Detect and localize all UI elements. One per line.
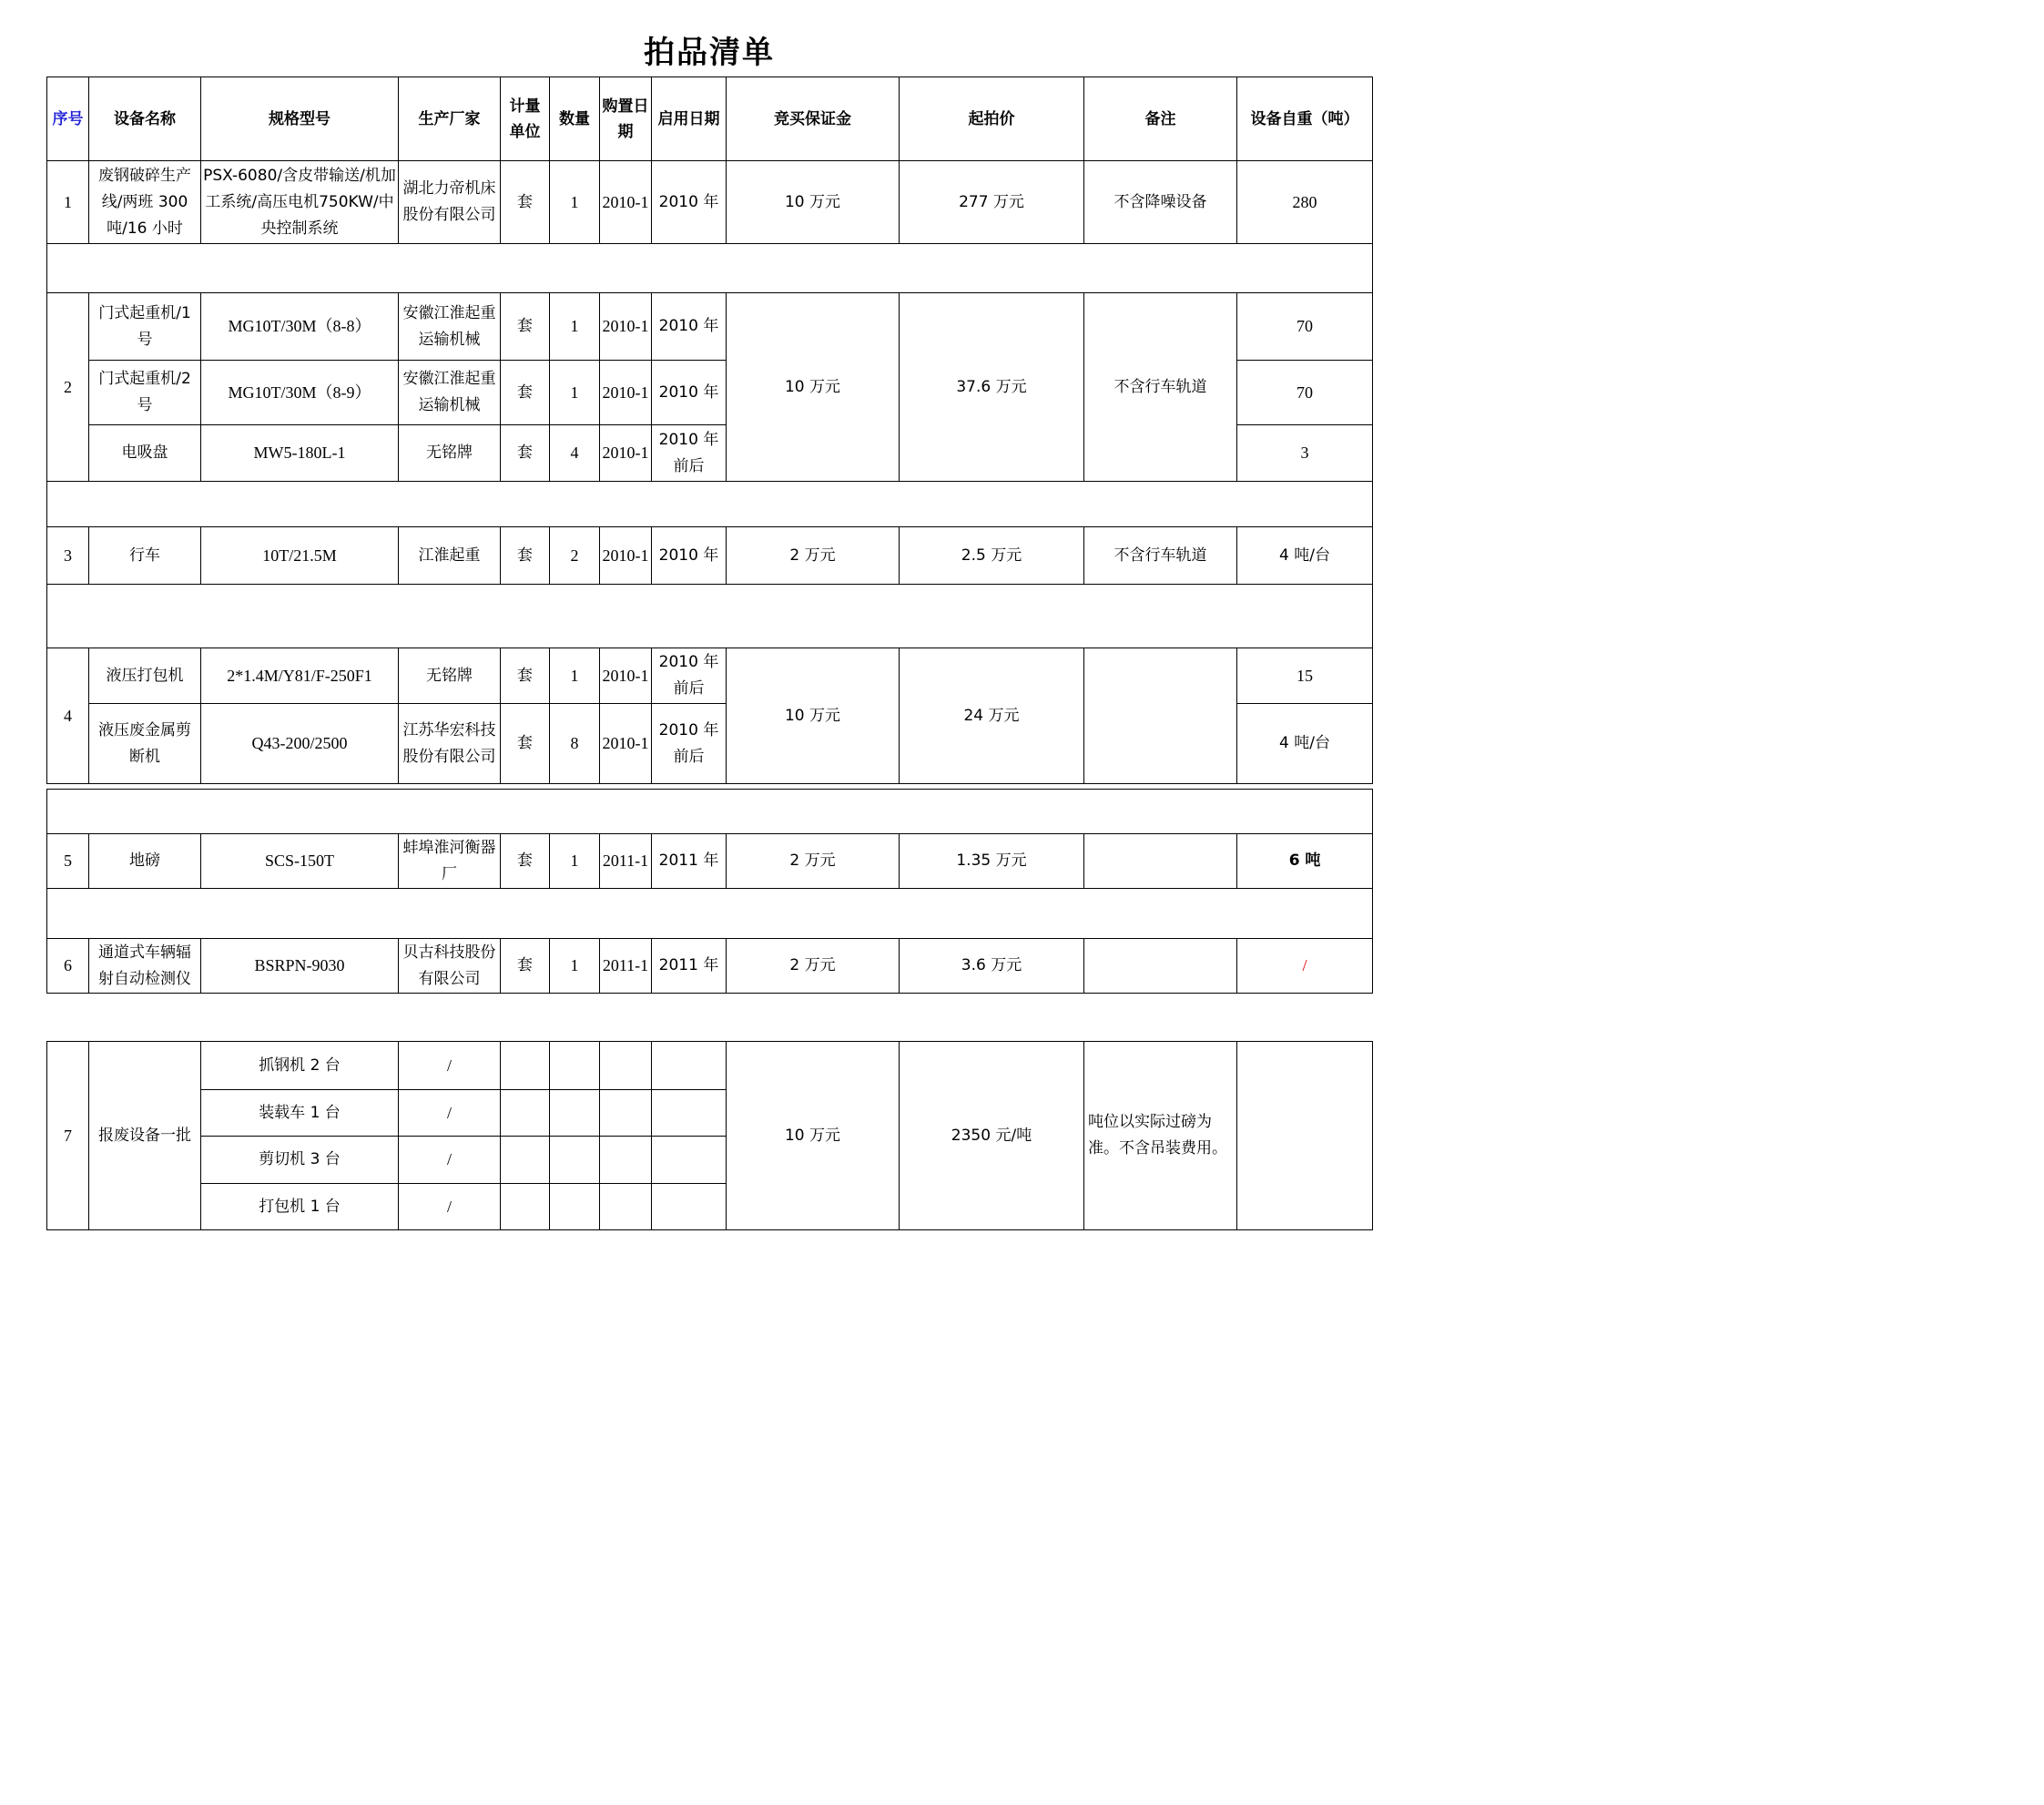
lot-start-price: 3.6 万元 — [900, 939, 1084, 994]
table-row — [47, 1042, 1373, 1090]
lot-start-price: 277 万元 — [900, 161, 1084, 244]
item-start-date: 2010 年 — [652, 361, 727, 425]
item-qty: 1 — [550, 161, 600, 244]
item-weight — [1237, 1042, 1373, 1230]
col-header-name: 设备名称 — [89, 77, 201, 161]
item-model: SCS-150T — [201, 834, 399, 889]
item-maker: 安徽江淮起重运输机械 — [399, 293, 501, 361]
item-weight: 280 — [1237, 161, 1373, 244]
item-maker: 江淮起重 — [399, 527, 501, 585]
lot-deposit: 2 万元 — [727, 939, 900, 994]
item-unit: 套 — [501, 361, 550, 425]
item-maker: 蚌埠淮河衡器厂 — [399, 834, 501, 889]
item-weight: 70 — [1237, 293, 1373, 361]
item-buy-date: 2011-1 — [600, 939, 652, 994]
lot-start-price: 1.35 万元 — [900, 834, 1084, 889]
item-unit: 套 — [501, 425, 550, 482]
item-weight: 70 — [1237, 361, 1373, 425]
item-maker: 无铭牌 — [399, 425, 501, 482]
item-unit: 套 — [501, 704, 550, 784]
table-header-row — [47, 77, 1373, 161]
item-buy-date: 2011-1 — [600, 834, 652, 889]
item-name: 报废设备一批 — [89, 1042, 201, 1230]
item-qty: 1 — [550, 361, 600, 425]
item-start-date: 2011 年 — [652, 834, 727, 889]
lot-start-price: 2.5 万元 — [900, 527, 1084, 585]
lot-number: 2 — [47, 293, 89, 482]
spacer-row — [47, 482, 1373, 527]
item-unit: 套 — [501, 834, 550, 889]
item-model: MG10T/30M（8-8） — [201, 293, 399, 361]
col-header-price: 起拍价 — [900, 77, 1084, 161]
item-name: 行车 — [89, 527, 201, 585]
item-start-date: 2010 年 — [652, 527, 727, 585]
item-model: 抓钢机 2 台 — [201, 1042, 399, 1090]
item-model: PSX-6080/含皮带输送/机加工系统/高压电机750KW/中央控制系统 — [201, 161, 399, 244]
item-maker: / — [399, 1184, 501, 1230]
lot-number: 6 — [47, 939, 89, 994]
col-header-qty: 数量 — [550, 77, 600, 161]
lot-deposit: 2 万元 — [727, 834, 900, 889]
table-row — [47, 161, 1373, 244]
item-maker: 安徽江淮起重运输机械 — [399, 361, 501, 425]
item-qty: 2 — [550, 527, 600, 585]
item-qty: 1 — [550, 293, 600, 361]
item-maker: / — [399, 1090, 501, 1137]
item-qty: 1 — [550, 648, 600, 704]
item-weight: 15 — [1237, 648, 1373, 704]
table-row — [47, 834, 1373, 889]
item-model: 打包机 1 台 — [201, 1184, 399, 1230]
item-name: 通道式车辆辐射自动检测仪 — [89, 939, 201, 994]
table-row — [47, 939, 1373, 994]
item-weight: 4 吨/台 — [1237, 704, 1373, 784]
item-start-date: 2010 年前后 — [652, 648, 727, 704]
item-qty: 1 — [550, 939, 600, 994]
auction-table-lots-5-6 — [46, 789, 1373, 994]
col-header-maker: 生产厂家 — [399, 77, 501, 161]
lot-deposit: 2 万元 — [727, 527, 900, 585]
item-weight: / — [1237, 939, 1373, 994]
item-maker: 无铭牌 — [399, 648, 501, 704]
item-unit: 套 — [501, 939, 550, 994]
item-qty: 8 — [550, 704, 600, 784]
item-unit: 套 — [501, 527, 550, 585]
table-row — [47, 648, 1373, 704]
lot-number: 1 — [47, 161, 89, 244]
spacer-row — [47, 790, 1373, 834]
item-buy-date: 2010-1 — [600, 648, 652, 704]
col-header-weight: 设备自重（吨） — [1237, 77, 1373, 161]
item-maker: 贝古科技股份有限公司 — [399, 939, 501, 994]
lot-number: 5 — [47, 834, 89, 889]
lot-number: 3 — [47, 527, 89, 585]
item-buy-date: 2010-1 — [600, 293, 652, 361]
item-unit: 套 — [501, 293, 550, 361]
spacer-row — [47, 889, 1373, 939]
lot-deposit: 10 万元 — [727, 293, 900, 482]
item-unit: 套 — [501, 648, 550, 704]
col-header-deposit: 竞买保证金 — [727, 77, 900, 161]
item-model: 2*1.4M/Y81/F-250F1 — [201, 648, 399, 704]
auction-table-lot-7 — [46, 1041, 1373, 1230]
item-start-date: 2011 年 — [652, 939, 727, 994]
item-model: 10T/21.5M — [201, 527, 399, 585]
item-unit: 套 — [501, 161, 550, 244]
item-buy-date: 2010-1 — [600, 527, 652, 585]
col-header-note: 备注 — [1084, 77, 1237, 161]
item-qty: 4 — [550, 425, 600, 482]
item-maker: 江苏华宏科技股份有限公司 — [399, 704, 501, 784]
item-maker: / — [399, 1042, 501, 1090]
table-row — [47, 293, 1373, 361]
col-header-unit: 计量单位 — [501, 77, 550, 161]
page-title: 拍品清单 — [644, 35, 775, 71]
col-header-start-date: 启用日期 — [652, 77, 727, 161]
lot-deposit: 10 万元 — [727, 1042, 900, 1230]
lot-note — [1084, 834, 1237, 889]
item-name: 门式起重机/1号 — [89, 293, 201, 361]
item-buy-date: 2010-1 — [600, 361, 652, 425]
col-header-index: 序号 — [47, 77, 89, 161]
spacer-row — [47, 585, 1373, 648]
lot-start-price: 37.6 万元 — [900, 293, 1084, 482]
item-buy-date: 2010-1 — [600, 161, 652, 244]
item-weight: 3 — [1237, 425, 1373, 482]
item-start-date: 2010 年 — [652, 161, 727, 244]
lot-deposit: 10 万元 — [727, 648, 900, 784]
item-start-date: 2010 年 — [652, 293, 727, 361]
item-name: 液压废金属剪断机 — [89, 704, 201, 784]
item-start-date: 2010 年前后 — [652, 425, 727, 482]
item-model: Q43-200/2500 — [201, 704, 399, 784]
lot-note: 不含降噪设备 — [1084, 161, 1237, 244]
col-header-model: 规格型号 — [201, 77, 399, 161]
item-model: MG10T/30M（8-9） — [201, 361, 399, 425]
spacer-row — [47, 244, 1373, 293]
item-model: 装载车 1 台 — [201, 1090, 399, 1137]
item-model: MW5-180L-1 — [201, 425, 399, 482]
item-buy-date: 2010-1 — [600, 425, 652, 482]
col-header-buy-date: 购置日期 — [600, 77, 652, 161]
item-name: 地磅 — [89, 834, 201, 889]
lot-note: 不含行车轨道 — [1084, 293, 1237, 482]
lot-note: 不含行车轨道 — [1084, 527, 1237, 585]
item-weight: 4 吨/台 — [1237, 527, 1373, 585]
item-model: 剪切机 3 台 — [201, 1137, 399, 1184]
lot-note: 吨位以实际过磅为准。不含吊装费用。 — [1084, 1042, 1237, 1230]
item-name: 液压打包机 — [89, 648, 201, 704]
lot-number: 4 — [47, 648, 89, 784]
item-qty: 1 — [550, 834, 600, 889]
item-name: 电吸盘 — [89, 425, 201, 482]
item-name: 废钢破碎生产线/两班 300 吨/16 小时 — [89, 161, 201, 244]
table-row — [47, 527, 1373, 585]
item-name: 门式起重机/2号 — [89, 361, 201, 425]
item-maker: 湖北力帝机床股份有限公司 — [399, 161, 501, 244]
lot-number: 7 — [47, 1042, 89, 1230]
auction-table-main — [46, 76, 1373, 784]
item-start-date: 2010 年前后 — [652, 704, 727, 784]
lot-note — [1084, 648, 1237, 784]
item-weight: 6 吨 — [1237, 834, 1373, 889]
lot-note — [1084, 939, 1237, 994]
item-maker: / — [399, 1137, 501, 1184]
item-model: BSRPN-9030 — [201, 939, 399, 994]
lot-deposit: 10 万元 — [727, 161, 900, 244]
lot-start-price: 24 万元 — [900, 648, 1084, 784]
item-buy-date: 2010-1 — [600, 704, 652, 784]
lot-start-price: 2350 元/吨 — [900, 1042, 1084, 1230]
